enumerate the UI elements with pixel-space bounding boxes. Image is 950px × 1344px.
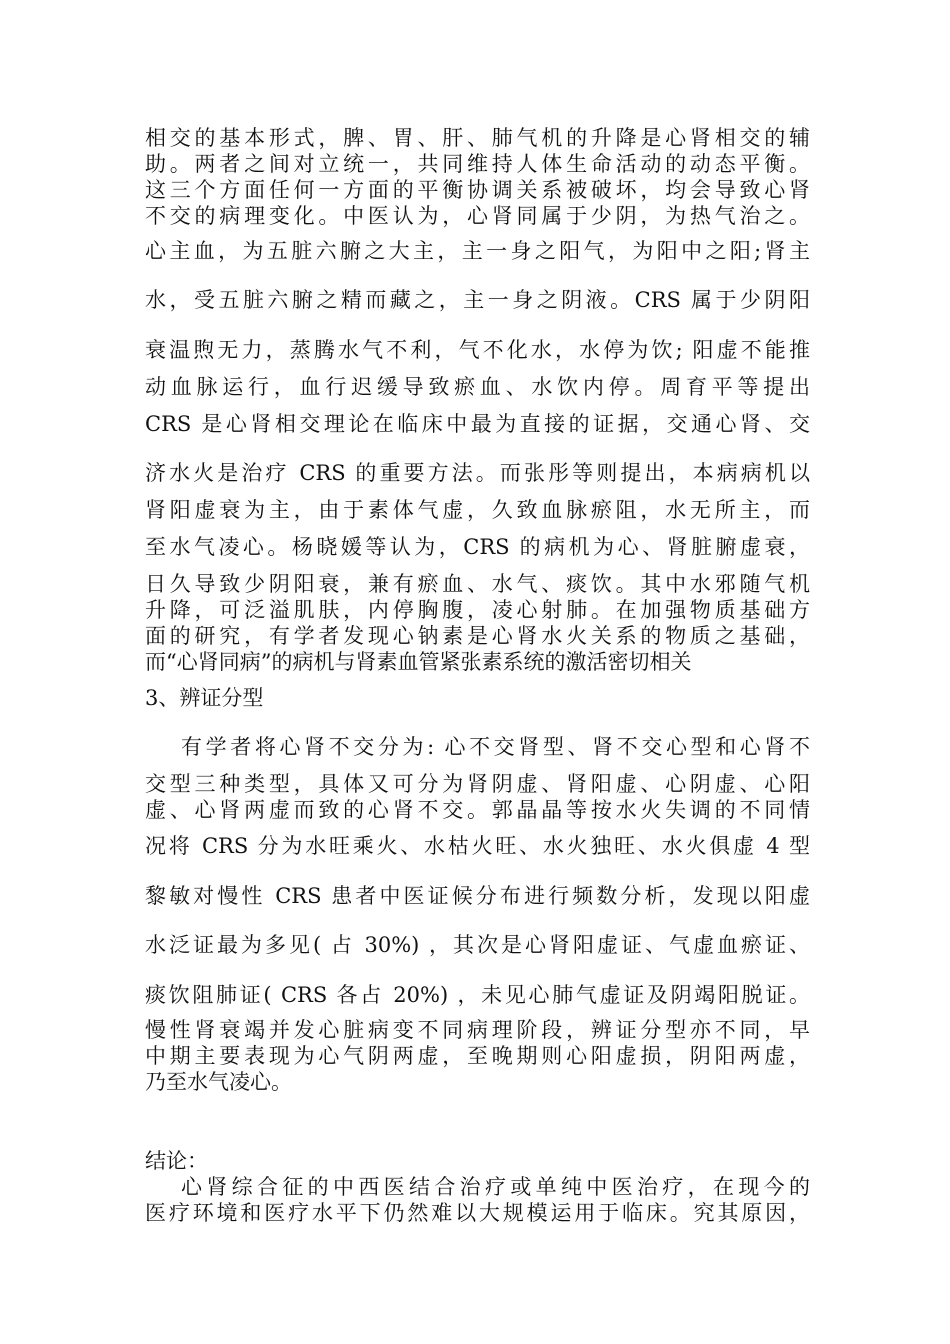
text-line: 虚、心肾两虚而致的心肾不交。郭晶晶等按水火失调的不同情 [145, 798, 810, 822]
paragraph-first-line: 心肾综合征的中西医结合治疗或单纯中医治疗，在现今的 [181, 1175, 810, 1199]
text-line: 这三个方面任何一方面的平衡协调关系被破坏，均会导致心肾 [145, 178, 810, 202]
text-line: 水泛证最为多见( 占 30%) ，其次是心肾阳虚证、气虚血瘀证、 [145, 933, 810, 957]
text-line: 交型三种类型，具体又可分为肾阴虚、肾阳虚、心阴虚、心阳 [145, 772, 810, 796]
text-line: 慢性肾衰竭并发心脏病变不同病理阶段，辨证分型亦不同，早 [145, 1018, 810, 1042]
text-line: 面的研究，有学者发现心钠素是心肾水火关系的物质之基础， [145, 624, 810, 648]
text-line: 衰温煦无力，蒸腾水气不利，气不化水，水停为饮; 阳虚不能推 [145, 338, 810, 362]
text-line: 心主血，为五脏六腑之大主，主一身之阳气，为阳中之阳;肾主 [145, 239, 810, 263]
section-heading: 3、辨证分型 [145, 686, 264, 710]
text-line: 水，受五脏六腑之精而藏之，主一身之阴液。CRS 属于少阴阳 [145, 288, 810, 312]
text-line: 日久导致少阴阳衰，兼有瘀血、水气、痰饮。其中水邪随气机 [145, 572, 810, 596]
text-line: 医疗环境和医疗水平下仍然难以大规模运用于临床。究其原因， [145, 1201, 810, 1225]
text-line: 肾阳虚衰为主，由于素体气虚，久致血脉瘀阻，水无所主，而 [145, 498, 810, 522]
text-line: CRS 是心肾相交理论在临床中最为直接的证据，交通心肾、交 [145, 412, 810, 436]
text-line: 不交的病理变化。中医认为，心肾同属于少阴，为热气治之。 [145, 204, 810, 228]
text-line: 乃至水气凌心。 [145, 1070, 292, 1094]
text-line: 济水火是治疗 CRS 的重要方法。而张彤等则提出，本病病机以 [145, 461, 810, 485]
text-line: 助。两者之间对立统一，共同维持人体生命活动的动态平衡。 [145, 152, 810, 176]
text-line: 痰饮阻肺证( CRS 各占 20%) ，未见心肺气虚证及阴竭阳脱证。 [145, 983, 810, 1007]
text-line: 而“心肾同病”的病机与肾素血管紧张素系统的激活密切相关 [145, 650, 692, 674]
section-heading: 结论： [145, 1149, 208, 1173]
text-line: 至水气凌心。杨晓媛等认为，CRS 的病机为心、肾脏腑虚衰， [145, 535, 810, 559]
paragraph-first-line: 有学者将心肾不交分为: 心不交肾型、肾不交心型和心肾不 [181, 735, 810, 759]
text-line: 黎敏对慢性 CRS 患者中医证候分布进行频数分析，发现以阳虚 [145, 884, 810, 908]
text-line: 中期主要表现为心气阴两虚，至晚期则心阳虚损，阴阳两虚， [145, 1044, 810, 1068]
text-line: 相交的基本形式，脾、胃、肝、肺气机的升降是心肾相交的辅 [145, 126, 810, 150]
text-line: 动血脉运行，血行迟缓导致瘀血、水饮内停。周育平等提出 [145, 375, 810, 399]
text-line: 况将 CRS 分为水旺乘火、水枯火旺、水火独旺、水火俱虚 4 型 [145, 834, 810, 858]
text-line: 升降，可泛溢肌肤，内停胸腹，凌心射肺。在加强物质基础方 [145, 598, 810, 622]
